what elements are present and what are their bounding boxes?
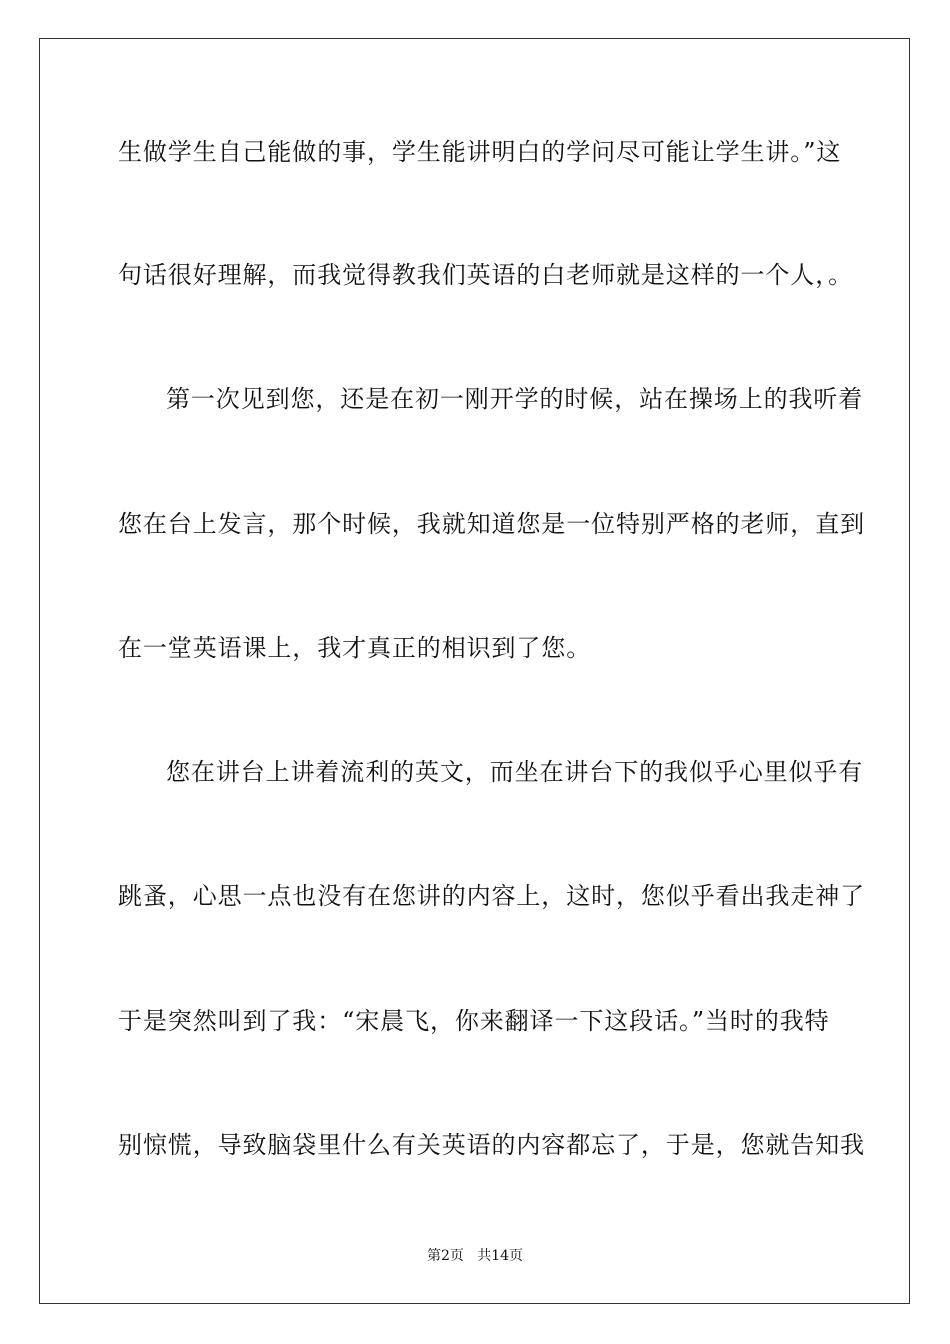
body-text-line: 别惊慌，导致脑袋里什么有关英语的内容都忘了，于是，您就告知我 [118, 1131, 865, 1159]
paragraph-first-line: 第一次见到您，还是在初一刚开学的时候，站在操场上的我听着 [166, 385, 864, 413]
body-text-line: 生做学生自己能做的事，学生能讲明白的学问尽可能让学生讲。”这 [118, 138, 842, 166]
paragraph-first-line: 您在讲台上讲着流利的英文，而坐在讲台下的我似乎心里似乎有 [166, 758, 864, 786]
page-border [39, 38, 910, 1304]
body-text-line: 于是突然叫到了我：“宋晨飞，你来翻译一下这段话。”当时的我特 [118, 1007, 830, 1035]
body-text-line: 在一堂英语课上，我才真正的相识到了您。 [118, 634, 592, 662]
body-text-line: 句话很好理解，而我觉得教我们英语的白老师就是这样的一个人，。 [118, 261, 853, 289]
page-number-footer: 第2页 共14页 [426, 1248, 524, 1264]
body-text-line: 跳蚤，心思一点也没有在您讲的内容上，这时，您似乎看出我走神了 [118, 882, 865, 910]
body-text-line: 您在台上发言，那个时候，我就知道您是一位特别严格的老师，直到 [118, 510, 865, 538]
